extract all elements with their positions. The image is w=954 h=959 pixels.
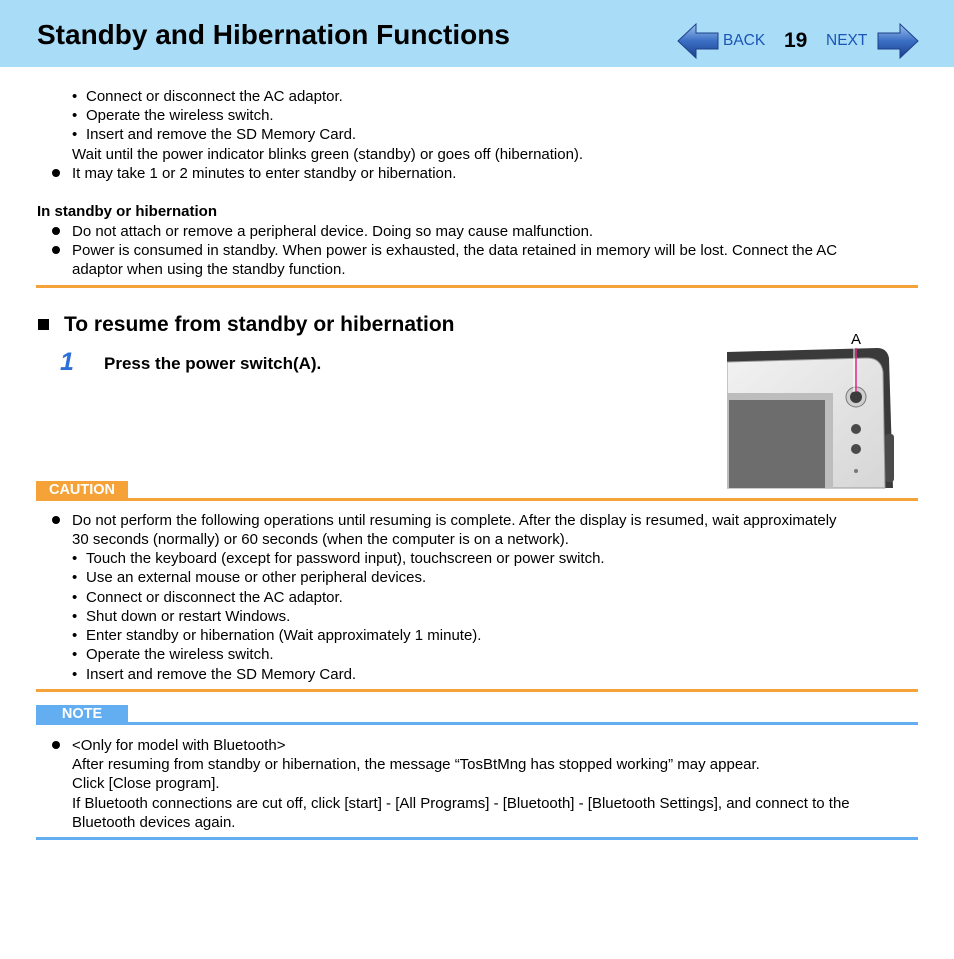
note-text: After resuming from standby or hibernation, the message “TosBtMng has stopped working” may appear. xyxy=(72,756,760,773)
black-square-icon xyxy=(38,319,49,330)
filled-circle-bullet-icon xyxy=(52,246,60,254)
section-divider xyxy=(36,285,918,288)
filled-circle-bullet-icon xyxy=(52,741,60,749)
note-bottom-rule xyxy=(36,837,918,840)
bullet-text-continued: adaptor when using the standby function. xyxy=(72,261,346,278)
back-arrow-icon[interactable] xyxy=(676,22,720,60)
page-title: Standby and Hibernation Functions xyxy=(37,19,510,50)
next-arrow-icon[interactable] xyxy=(876,22,920,60)
note-top-rule xyxy=(36,722,918,725)
step-number: 1 xyxy=(60,348,74,376)
list-item-text: Connect or disconnect the AC adaptor. xyxy=(86,88,343,105)
list-item-text: Touch the keyboard (except for password input), touchscreen or power switch. xyxy=(86,550,605,567)
filled-circle-bullet-icon xyxy=(52,516,60,524)
caution-label: CAUTION xyxy=(36,481,128,499)
list-item-text: Use an external mouse or other peripheral devices. xyxy=(86,569,427,586)
note-text: If Bluetooth connections are cut off, click [start] - [All Programs] - [Bluetooth] - [Bluetooth Settings], and connect to the xyxy=(72,795,850,812)
list-item-text: Operate the wireless switch. xyxy=(86,107,274,124)
caution-top-rule xyxy=(36,498,918,501)
next-link[interactable]: NEXT xyxy=(826,32,868,49)
list-item-text: Shut down or restart Windows. xyxy=(86,608,291,625)
note-text: Bluetooth devices again. xyxy=(72,814,236,831)
filled-circle-bullet-icon xyxy=(52,169,60,177)
figure-label-a: A xyxy=(851,331,862,348)
wait-instruction: Wait until the power indicator blinks green (standby) or goes off (hibernation). xyxy=(72,146,584,163)
bullet-text: Do not attach or remove a peripheral device. Doing so may cause malfunction. xyxy=(72,223,594,240)
note-label: NOTE xyxy=(36,705,128,723)
list-item-text: Insert and remove the SD Memory Card. xyxy=(86,666,357,683)
step-instruction: Press the power switch(A). xyxy=(104,354,322,373)
bullet-text-continued: 30 seconds (normally) or 60 seconds (when the computer is on a network). xyxy=(72,531,569,548)
list-item-text: Operate the wireless switch. xyxy=(86,646,274,663)
caution-bottom-rule xyxy=(36,689,918,692)
note-text: Click [Close program]. xyxy=(72,775,220,792)
bullet-text: It may take 1 or 2 minutes to enter standby or hibernation. xyxy=(72,165,457,182)
bullet-text: Do not perform the following operations until resuming is complete. After the display is resumed, wait approximately xyxy=(72,512,837,529)
page-header xyxy=(0,0,954,67)
back-link[interactable]: BACK xyxy=(723,32,766,49)
power-switch-illustration xyxy=(727,330,895,490)
note-text: <Only for model with Bluetooth> xyxy=(72,737,286,754)
page-number: 19 xyxy=(784,29,808,52)
filled-circle-bullet-icon xyxy=(52,227,60,235)
bullet-text: Power is consumed in standby. When power is exhausted, the data retained in memory will be lost. Connect the AC xyxy=(72,242,838,259)
list-item-text: Insert and remove the SD Memory Card. xyxy=(86,126,357,143)
in-standby-heading: In standby or hibernation xyxy=(37,203,218,220)
section-title: To resume from standby or hibernation xyxy=(64,313,455,336)
list-item-text: Connect or disconnect the AC adaptor. xyxy=(86,589,343,606)
list-item-text: Enter standby or hibernation (Wait approximately 1 minute). xyxy=(86,627,482,644)
